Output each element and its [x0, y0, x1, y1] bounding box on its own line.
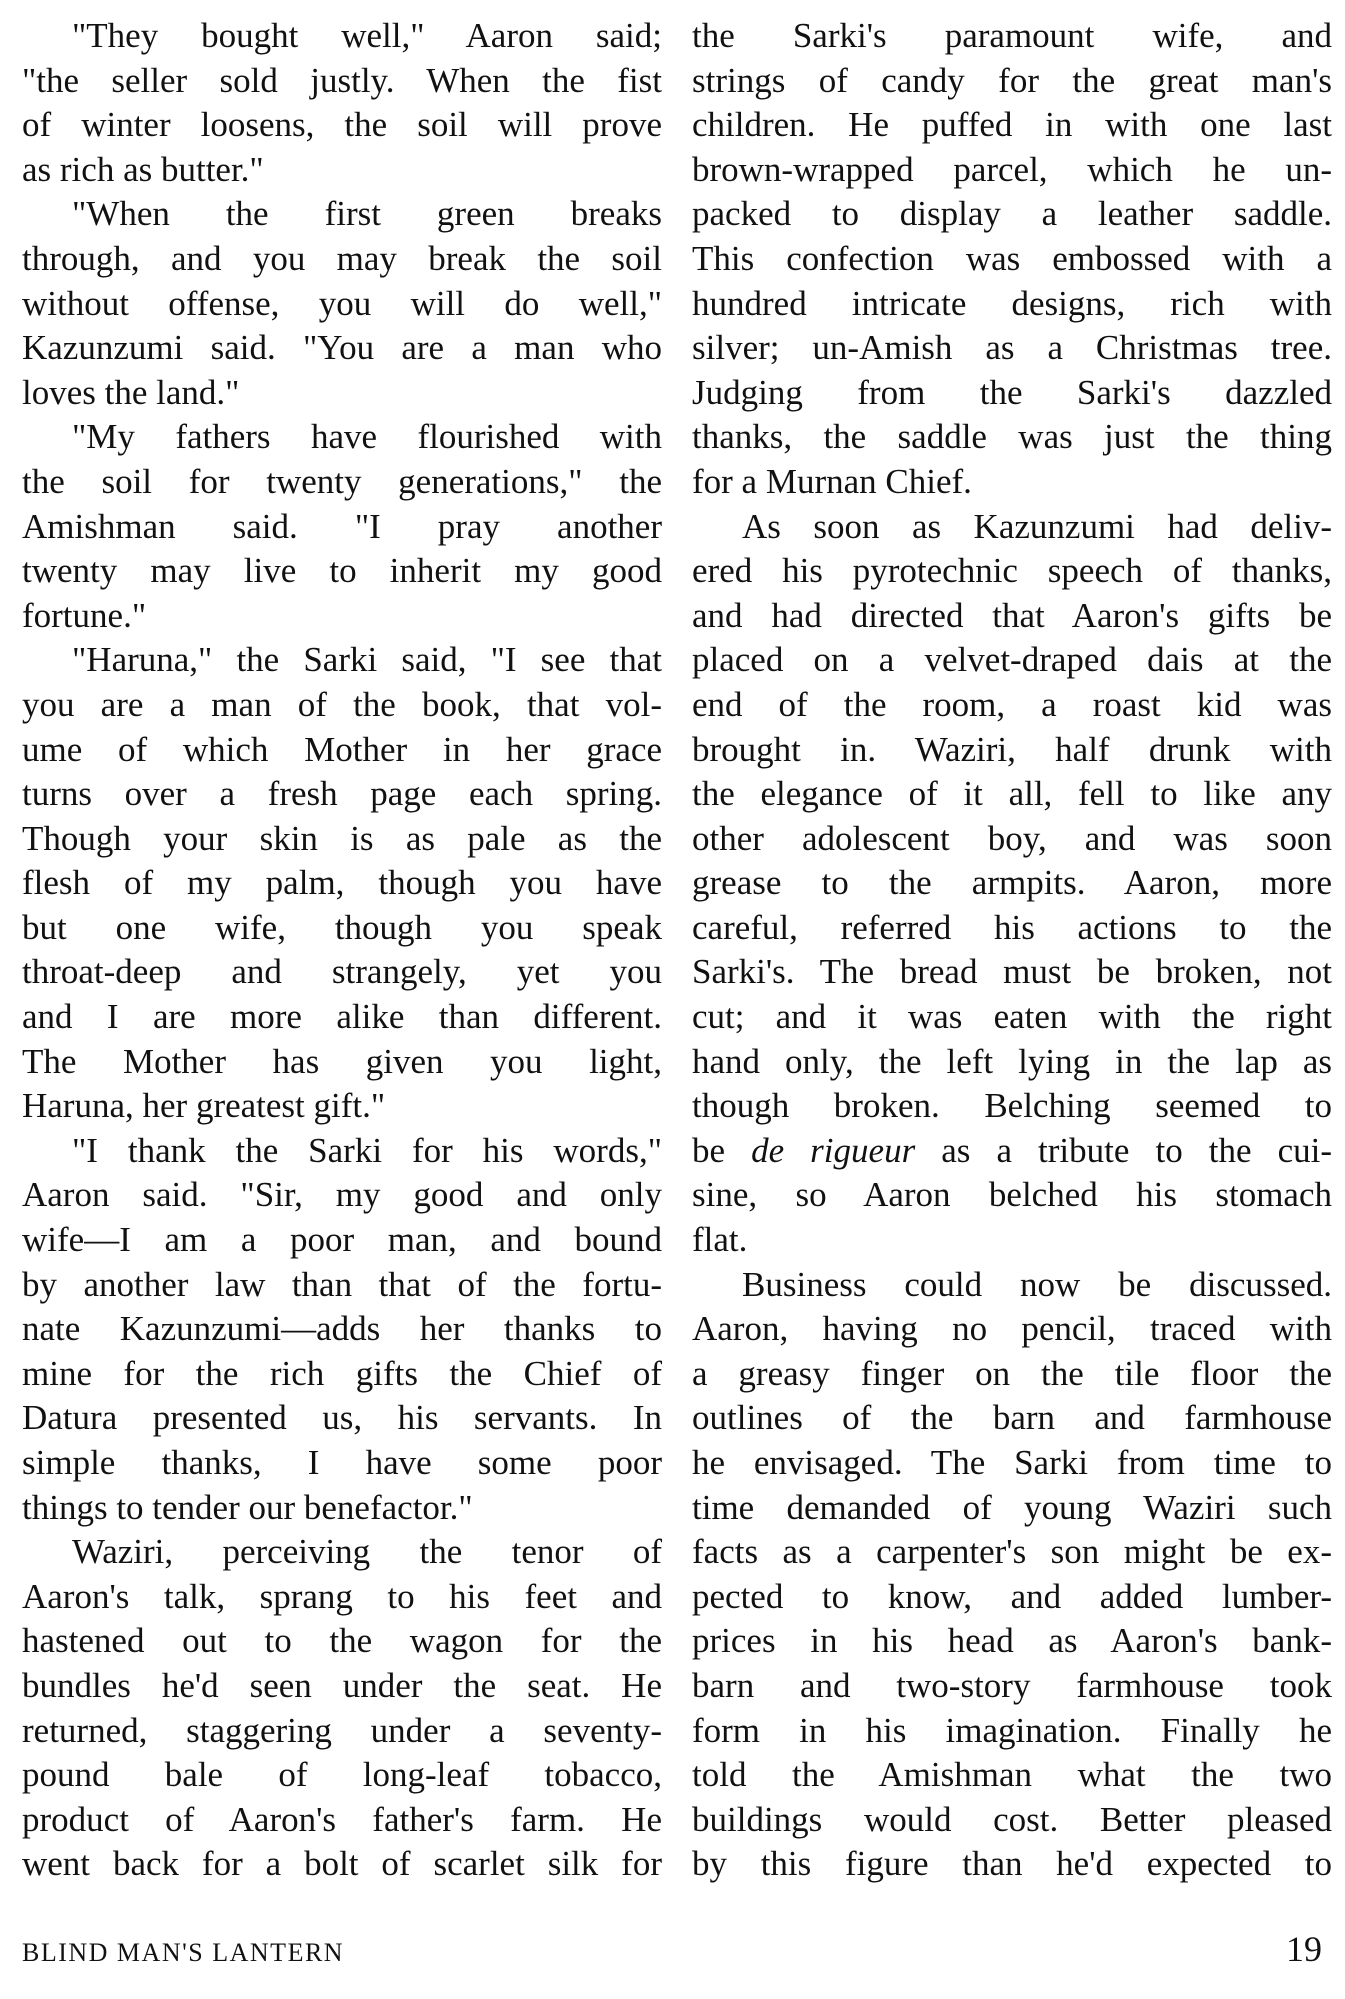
text-line: the Sarki's paramount wife, and [692, 16, 1332, 55]
text-line: returned, staggering under a seventy- [22, 1710, 662, 1750]
text-line: a greasy finger on the tile floor the [692, 1353, 1332, 1393]
text-line: sine, so Aaron belched his stomach [692, 1175, 1332, 1215]
text-line: buildings would cost. Better pleased [692, 1799, 1332, 1839]
text-line: by another law than that of the fortu- [22, 1264, 662, 1304]
italic-phrase: de rigueur [751, 1130, 916, 1170]
text-line: Though your skin is as pale as the [22, 818, 662, 858]
text-line: flesh of my palm, though you have [22, 863, 662, 903]
text-line: cut; and it was eaten with the right [692, 997, 1332, 1037]
text-line: but one wife, though you speak [22, 907, 662, 947]
text-line: This confection was embossed with a [692, 238, 1332, 278]
text-line: brown-wrapped parcel, which he un- [692, 149, 1332, 189]
text-line [692, 1129, 1332, 1174]
text-line: "When the first green breaks [72, 194, 662, 234]
text-line: careful, referred his actions to the [692, 907, 1332, 947]
text-line: mine for the rich gifts the Chief of [22, 1353, 662, 1393]
text-line: Aaron's talk, sprang to his feet and [22, 1576, 662, 1616]
text-line: strings of candy for the great man's [692, 60, 1332, 100]
text-line: bundles he'd seen under the seat. He [22, 1665, 662, 1705]
text-line: by this figure than he'd expected to [692, 1844, 1332, 1884]
text-line: turns over a fresh page each spring. [22, 774, 662, 814]
text-line: "Haruna," the Sarki said, "I see that [72, 640, 662, 680]
text-line: went back for a bolt of scarlet silk for [22, 1844, 662, 1884]
text-line: packed to display a leather saddle. [692, 194, 1332, 234]
text-line: as rich as butter." [22, 149, 264, 189]
text-line: and had directed that Aaron's gifts be [692, 595, 1332, 635]
text-line: product of Aaron's father's farm. He [22, 1799, 662, 1839]
text-line: hand only, the left lying in the lap as [692, 1041, 1332, 1081]
text-line: thanks, the saddle was just the thing [692, 417, 1332, 457]
text-line: Waziri, perceiving the tenor of [72, 1532, 662, 1572]
text-line: Sarki's. The bread must be broken, not [692, 952, 1332, 992]
text-line: Aaron said. "Sir, my good and only [22, 1175, 662, 1215]
text-line: ered his pyrotechnic speech of thanks, [692, 551, 1332, 591]
text-line: grease to the armpits. Aaron, more [692, 863, 1332, 903]
text-line: placed on a velvet-draped dais at the [692, 640, 1332, 680]
text-line: other adolescent boy, and was soon [692, 818, 1332, 858]
text-line: prices in his head as Aaron's bank- [692, 1621, 1332, 1661]
text-line: "the seller sold justly. When the fist [22, 60, 662, 100]
text-line: As soon as Kazunzumi had deliv- [742, 506, 1332, 546]
text-line: he envisaged. The Sarki from time to [692, 1443, 1332, 1482]
text-line: told the Amishman what the two [692, 1755, 1332, 1795]
text-line: barn and two-story farmhouse took [692, 1665, 1332, 1705]
right-column [692, 14, 1332, 1887]
text-line: Datura presented us, his servants. In [22, 1398, 662, 1438]
text-line: the soil for twenty generations," the [22, 461, 662, 501]
text-line: wife—I am a poor man, and bound [22, 1220, 662, 1260]
text-line: simple thanks, I have some poor [22, 1443, 662, 1482]
page-number: 19 [1286, 1929, 1322, 1969]
text-line: throat-deep and strangely, yet you [22, 952, 662, 992]
text-line: children. He puffed in with one last [692, 105, 1332, 145]
text-line: time demanded of young Waziri such [692, 1487, 1332, 1527]
text-line: hundred intricate designs, rich with [692, 283, 1332, 323]
text-line: brought in. Waziri, half drunk with [692, 729, 1332, 769]
text-segment: be [692, 1130, 752, 1170]
text-line: end of the room, a roast kid was [692, 684, 1332, 724]
text-line: through, and you may break the soil [22, 238, 662, 278]
text-line: form in his imagination. Finally he [692, 1710, 1332, 1750]
left-column [22, 14, 662, 1887]
text-line: without offense, you will do well," [22, 283, 662, 323]
text-line: nate Kazunzumi—adds her thanks to [22, 1309, 662, 1349]
text-line: "I thank the Sarki for his words," [72, 1130, 662, 1170]
text-line: and I are more alike than different. [22, 997, 662, 1037]
text-line: Aaron, having no pencil, traced with [692, 1309, 1332, 1349]
text-line: Haruna, her greatest gift." [22, 1086, 386, 1126]
text-line: Kazunzumi said. "You are a man who [22, 328, 662, 368]
text-line: pound bale of long-leaf tobacco, [22, 1755, 662, 1795]
text-line: twenty may live to inherit my good [22, 551, 662, 591]
text-line: facts as a carpenter's son might be ex- [692, 1532, 1332, 1572]
text-line: Judging from the Sarki's dazzled [692, 372, 1332, 412]
text-line: fortune." [22, 595, 147, 635]
text-line: the elegance of it all, fell to like any [692, 774, 1332, 814]
text-line: outlines of the barn and farmhouse [692, 1398, 1332, 1438]
text-line: though broken. Belching seemed to [692, 1086, 1332, 1126]
text-line: of winter loosens, the soil will prove [22, 105, 662, 145]
text-line: you are a man of the book, that vol- [22, 684, 662, 724]
text-line: "They bought well," Aaron said; [72, 16, 662, 55]
text-line: hastened out to the wagon for the [22, 1621, 662, 1661]
text-line: silver; un-Amish as a Christmas tree. [692, 328, 1332, 368]
text-line: things to tender our benefactor." [22, 1487, 473, 1527]
text-segment: as a tribute to the cui- [915, 1130, 1332, 1170]
text-line: loves the land." [22, 372, 240, 412]
text-line: Amishman said. "I pray another [22, 506, 662, 546]
running-footer-title: BLIND MAN'S LANTERN [22, 1938, 345, 1967]
text-line: The Mother has given you light, [22, 1041, 662, 1081]
text-line: pected to know, and added lumber- [692, 1576, 1332, 1616]
text-line: flat. [692, 1220, 748, 1260]
text-line: Business could now be discussed. [742, 1264, 1332, 1304]
text-line: for a Murnan Chief. [692, 461, 972, 501]
text-line: ume of which Mother in her grace [22, 729, 662, 769]
text-line: "My fathers have flourished with [72, 417, 662, 457]
